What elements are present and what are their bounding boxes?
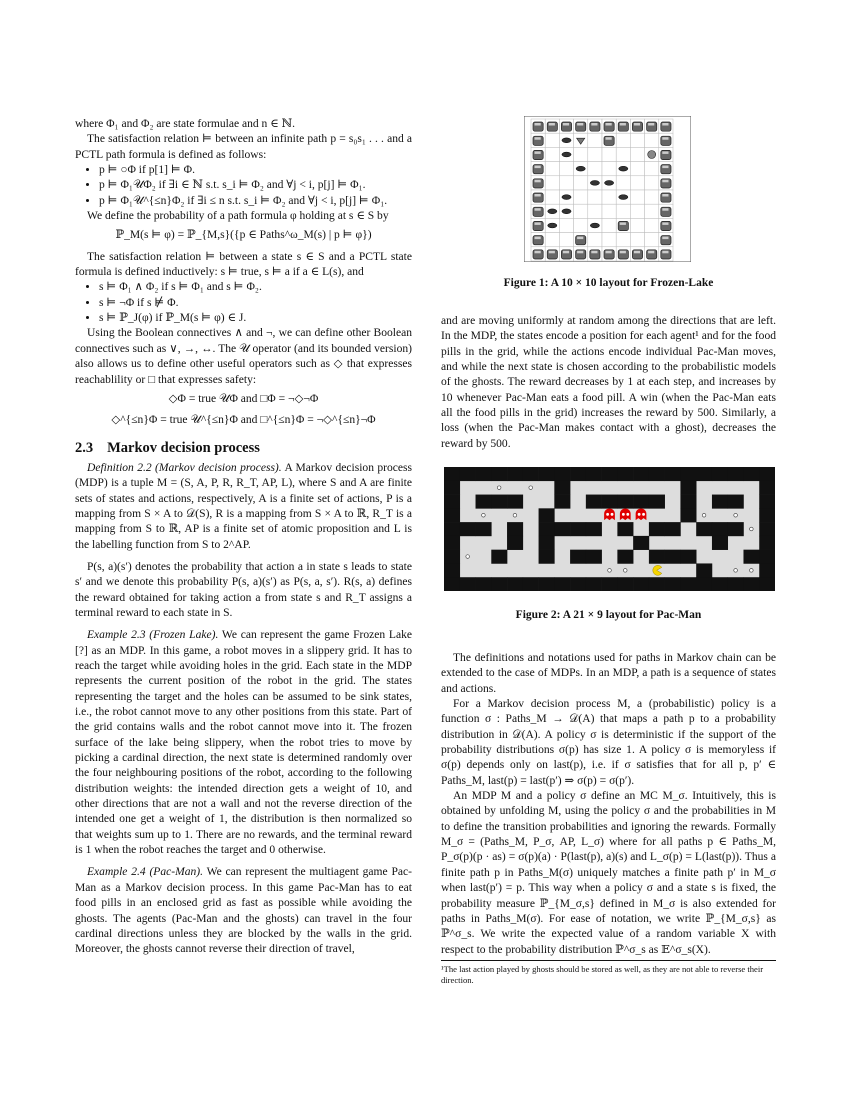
left-column: [75, 117, 412, 958]
maze-wall: [444, 563, 460, 577]
food-pill: [608, 569, 612, 573]
grid-cell: [545, 147, 559, 161]
wall-icon: [661, 136, 671, 145]
wall-icon: [647, 122, 657, 131]
maze-wall: [696, 522, 712, 536]
grid-cell: [630, 233, 644, 247]
maze-wall: [570, 467, 586, 481]
maze-wall: [586, 467, 602, 481]
wall-icon: [661, 250, 671, 259]
maze-wall: [712, 536, 728, 550]
wall-icon: [533, 165, 543, 174]
grid-cell: [588, 233, 602, 247]
hole-icon: [548, 209, 557, 214]
paragraph: where Φ₁ and Φ₂ are state formulae and n ∈ ℕ.: [75, 118, 296, 130]
grid-cell: [645, 218, 659, 232]
example-label: Example 2.4 (Pac-Man).: [87, 866, 204, 879]
wall-icon: [533, 136, 543, 145]
list-item: • s ⊨ Φ₁ ∧ Φ₂ if s ⊨ Φ₁ and s ⊨ Φ₂.: [99, 280, 412, 295]
maze-wall: [665, 467, 681, 481]
maze-wall: [728, 522, 744, 536]
grid-cell: [588, 204, 602, 218]
maze-wall: [570, 550, 586, 564]
wall-icon: [533, 250, 543, 259]
maze-wall: [491, 467, 507, 481]
maze-wall: [712, 577, 728, 591]
wall-icon: [590, 122, 600, 131]
maze-wall: [680, 495, 696, 509]
wall-icon: [533, 179, 543, 188]
grid-cell: [645, 204, 659, 218]
food-pill: [482, 513, 486, 517]
maze-wall: [680, 467, 696, 481]
grid-cell: [602, 204, 616, 218]
hole-icon: [562, 138, 571, 143]
maze-wall: [759, 467, 775, 481]
wall-icon: [533, 122, 543, 131]
wall-icon: [618, 122, 628, 131]
maze-wall: [507, 522, 523, 536]
hole-icon: [562, 152, 571, 157]
wall-icon: [661, 165, 671, 174]
maze-wall: [617, 577, 633, 591]
wall-icon: [533, 150, 543, 159]
robot-icon: [648, 151, 656, 159]
footnote: ¹The last action played by ghosts should be stored as well, as they are not able to reverse their direction.: [441, 960, 776, 986]
paragraph: P(s, a)(s′) denotes the probability that action a in state s leads to state s′ and we denote this probability P(s, a)(s′) as P(s, a, s′). R(s, a) defines the reward obtained for taking action a from state s and R_T assigns a terminal reward to each state in S.: [75, 560, 412, 619]
food-pill: [513, 513, 517, 517]
grid-cell: [630, 147, 644, 161]
right-column-lower: [441, 651, 776, 958]
maze-wall: [712, 522, 728, 536]
grid-cell: [545, 233, 559, 247]
section-number: 2.3: [75, 439, 94, 456]
paragraph: The satisfaction relation ⊨ between a state s ∈ S and a PCTL state formula is defined inductively: s ⊨ true, s ⊨ a if a ∈ L(s), and: [75, 250, 412, 279]
wall-icon: [661, 150, 671, 159]
grid-cell: [602, 218, 616, 232]
grid-cell: [588, 190, 602, 204]
maze-wall: [444, 536, 460, 550]
wall-icon: [533, 221, 543, 230]
wall-icon: [661, 122, 671, 131]
wall-icon: [590, 250, 600, 259]
maze-wall: [444, 495, 460, 509]
maze-wall: [617, 467, 633, 481]
maze-wall: [617, 550, 633, 564]
grid-cell: [616, 133, 630, 147]
definition-text: A Markov decision process (MDP) is a tuple M = (S, A, P, R, R_T, AP, L), where S and A are finite sets of states and actions, respectively, A is a finite set of actions, P is a mapping from S × A to 𝒟(S), R is a mapping from S × A to ℝ, R_T is a mapping from S to ℝ, AP is a finite set of atomic proposition and L is the labelling function from S to 2^AP.: [75, 461, 413, 551]
grid-cell: [630, 133, 644, 147]
maze-wall: [444, 467, 460, 481]
figure2-caption: Figure 2: A 21 × 9 layout for Pac-Man: [515, 609, 702, 621]
equation: ◇^{≤n}Φ = true 𝒰^{≤n}Φ and □^{≤n}Φ = ¬◇^{≤n}¬Φ: [111, 414, 376, 427]
maze-wall: [460, 577, 476, 591]
maze-wall: [759, 563, 775, 577]
wall-icon: [661, 179, 671, 188]
maze-wall: [570, 522, 586, 536]
wall-icon: [632, 250, 642, 259]
maze-wall: [476, 522, 492, 536]
grid-cell: [616, 147, 630, 161]
wall-icon: [533, 193, 543, 202]
maze-wall: [665, 522, 681, 536]
grid-cell: [602, 162, 616, 176]
hole-icon: [590, 223, 599, 228]
maze-wall: [586, 495, 602, 509]
wall-icon: [632, 122, 642, 131]
state-rules-list: [75, 280, 412, 326]
grid-cell: [574, 218, 588, 232]
maze-wall: [649, 522, 665, 536]
maze-wall: [476, 495, 492, 509]
hole-icon: [562, 209, 571, 214]
list-item: • p ⊨ Φ₁𝒰Φ₂ if ∃i ∈ ℕ s.t. s_i ⊨ Φ₂ and ∀j < i, p[j] ⊨ Φ₁.: [99, 178, 412, 193]
maze-wall: [633, 467, 649, 481]
grid-cell: [588, 162, 602, 176]
maze-wall: [728, 467, 744, 481]
maze-wall: [586, 550, 602, 564]
grid-cell: [630, 176, 644, 190]
maze-wall: [444, 577, 460, 591]
paragraph: The satisfaction relation ⊨ between an infinite path p = s₀s₁ . . . and a PCTL path formula is defined as follows:: [75, 133, 412, 161]
maze-wall: [476, 577, 492, 591]
food-pill: [702, 513, 706, 517]
hole-icon: [548, 223, 557, 228]
maze-wall: [712, 495, 728, 509]
paragraph: The definitions and notations used for paths in Markov chain can be extended to the case of MDPs. In an MDP, a path is a sequence of states and actions.: [441, 652, 776, 695]
wall-icon: [547, 250, 557, 259]
maze-wall: [491, 550, 507, 564]
maze-wall: [759, 536, 775, 550]
maze-wall: [602, 495, 618, 509]
grid-cell: [588, 133, 602, 147]
grid-cell: [645, 233, 659, 247]
maze-wall: [759, 577, 775, 591]
wall-icon: [533, 236, 543, 245]
maze-wall: [554, 522, 570, 536]
maze-wall: [539, 508, 555, 522]
grid-cell: [645, 190, 659, 204]
paragraph: We define the probability of a path formula φ holding at s ∈ S by: [87, 210, 389, 223]
maze-wall: [728, 495, 744, 509]
hole-icon: [562, 195, 571, 200]
grid-cell: [602, 147, 616, 161]
maze-wall: [539, 550, 555, 564]
maze-wall: [759, 508, 775, 522]
maze-wall: [586, 577, 602, 591]
food-pill: [734, 569, 738, 573]
grid-cell: [574, 190, 588, 204]
grid-cell: [588, 147, 602, 161]
maze-wall: [728, 577, 744, 591]
maze-wall: [554, 481, 570, 495]
maze-wall: [759, 550, 775, 564]
wall-icon: [661, 207, 671, 216]
example-text: We can represent the game Frozen Lake [?] as an MDP. In this game, a robot moves in a slippery grid. It has to reach the target while avoiding holes in the grid. Each state in the MDP represents the current position of the robot in the grid. The states representing the target and the holes can be assumed to be sink states, i.e., the robot cannot move to any other positions from this state. Part of the grid contains walls and the robot cannot move into it. The frozen surface of the lake being slippery, when the robot tries to move by picking a cardinal direction, the next state is determined randomly over the four neighbouring positions of the robot, according to the following distribution weights: the intended direction gets a weight of 10, and other directions that are not a wall and not the reverse direction of the intended one get a weight of 1, the distribution is then normalized so that weights sum up to 1. There are no rewards, and the terminal reward is 1 when the robot reaches the target and 0 otherwise.: [75, 629, 412, 857]
grid-cell: [545, 162, 559, 176]
definition-label: Definition 2.2 (Markov decision process).: [87, 461, 282, 474]
maze-wall: [680, 577, 696, 591]
section-title: Markov decision process: [107, 439, 260, 456]
wall-icon: [647, 250, 657, 259]
list-item: • p ⊨ Φ₁𝒰^{≤n}Φ₂ if ∃i ≤ n s.t. s_i ⊨ Φ₂ and ∀j < i, p[j] ⊨ Φ₁.: [99, 194, 412, 209]
example-label: Example 2.3 (Frozen Lake).: [87, 629, 219, 642]
maze-wall: [633, 495, 649, 509]
grid-cell: [545, 176, 559, 190]
maze-wall: [476, 467, 492, 481]
grid-cell: [630, 190, 644, 204]
wall-icon: [618, 221, 628, 230]
grid-cell: [616, 176, 630, 190]
food-pill: [750, 527, 754, 531]
example-pacman: [75, 865, 412, 957]
grid-cell: [630, 162, 644, 176]
grid-cell: [630, 204, 644, 218]
maze-wall: [649, 550, 665, 564]
wall-icon: [604, 122, 614, 131]
grid-cell: [645, 162, 659, 176]
hole-icon: [619, 166, 628, 171]
path-rules-list: [75, 163, 412, 209]
maze-wall: [460, 522, 476, 536]
equation: ◇Φ = true 𝒰Φ and □Φ = ¬◇¬Φ: [168, 392, 319, 405]
wall-icon: [561, 250, 571, 259]
wall-icon: [661, 221, 671, 230]
grid-cell: [545, 133, 559, 147]
maze-wall: [759, 481, 775, 495]
maze-wall: [602, 577, 618, 591]
wall-icon: [618, 250, 628, 259]
wall-icon: [576, 250, 586, 259]
grid-cell: [645, 176, 659, 190]
grid-cell: [602, 233, 616, 247]
maze-wall: [507, 467, 523, 481]
food-pill: [466, 555, 470, 559]
hole-icon: [619, 195, 628, 200]
grid-cell: [559, 162, 573, 176]
grid-cell: [574, 204, 588, 218]
pacman-figure: [444, 467, 775, 591]
wall-icon: [533, 207, 543, 216]
maze-wall: [586, 522, 602, 536]
grid-cell: [645, 133, 659, 147]
paragraph: and are moving uniformly at random among the directions that are left. In the MDP, the states encode a position for each agent¹ and for the food pills in the grid, while the actions encode individual Pac-Man moves, and while the next state is chosen according to the probabilistic models of the ghosts. The reward decreases by 1 at each step, and increases by 10 whenever Pac-Man eats a food pill. A win (when the Pac-Man eats all the food pills in the grid) increases the reward by 500. Similarly, a loss (when the Pac-Man makes contact with a ghost), decreases the reward by 500.: [441, 315, 776, 450]
hole-icon: [590, 181, 599, 186]
food-pill: [734, 513, 738, 517]
food-pill: [623, 569, 627, 573]
maze-wall: [539, 577, 555, 591]
wall-icon: [661, 193, 671, 202]
maze-wall: [759, 495, 775, 509]
maze-wall: [617, 522, 633, 536]
food-pill: [529, 486, 533, 490]
maze-wall: [444, 481, 460, 495]
paragraph: For a Markov decision process M, a (probabilistic) policy is a function σ : Paths_M → 𝒟(A) that maps a path p to a probability distribution in 𝒟(A). A policy σ is deterministic if the support of the probability distributions σ(p) has size 1. A policy σ is memoryless if σ(p) depends only on last(p), i.e. if σ satisfies that for all p, p′ ∈ Paths_M, last(p) = last(p′) ⇒ σ(p) = σ(p′).: [441, 698, 776, 787]
maze-wall: [680, 508, 696, 522]
grid-cell: [574, 147, 588, 161]
maze-wall: [680, 550, 696, 564]
wall-icon: [604, 250, 614, 259]
maze-wall: [665, 577, 681, 591]
maze-wall: [539, 536, 555, 550]
example-text: We can represent the multiagent game Pac-Man as a Markov decision process. In this game Pac-Man has to eat food pills in an enclosed grid as fast as possible while avoiding the ghosts. The agents (Pac-Man and the ghosts) can travel in the four cardinal directions unless they are blocked by the walls in the grid. Moreover, the ghosts cannot reverse their direction of travel,: [75, 866, 412, 956]
maze-wall: [460, 467, 476, 481]
maze-wall: [554, 577, 570, 591]
list-item: • p ⊨ ○Φ if p[1] ⊨ Φ.: [99, 163, 412, 178]
food-pill: [497, 486, 501, 490]
list-item: • s ⊨ ¬Φ if s ⊭ Φ.: [99, 296, 412, 311]
maze-wall: [712, 467, 728, 481]
hole-icon: [576, 166, 585, 171]
maze-wall: [523, 577, 539, 591]
grid-cell: [616, 204, 630, 218]
section-heading: [75, 441, 412, 456]
maze-wall: [743, 577, 759, 591]
grid-cell: [602, 190, 616, 204]
definition: [75, 461, 412, 553]
wall-icon: [576, 122, 586, 131]
hole-icon: [605, 181, 614, 186]
maze-wall: [633, 536, 649, 550]
figure1-caption: Figure 1: A 10 × 10 layout for Frozen-Lake: [503, 277, 714, 289]
wall-icon: [547, 122, 557, 131]
maze-wall: [539, 467, 555, 481]
maze-wall: [633, 577, 649, 591]
wall-icon: [561, 122, 571, 131]
paragraph: An MDP M and a policy σ define an MC M_σ. Intuitively, this is obtained by unfolding M, using the policy σ and the probabilities in M to define the transition probabilities and ignoring the rewards. Formally M_σ = (Paths_M, P_σ, AP, L_σ) where for all paths p ∈ Paths_M, P_σ(p)(p · as) = σ(p)(a) · P(last(p), a)(s) and L_σ(p) = L(last(p)). Thus a finite path p in Paths_M(σ) uniquely matches a finite path p′ in M_σ when last(p′) = p. This way when a policy σ and a state s is fixed, the probability measure ℙ_{M_σ,s} defined in M_σ is also extended for paths in Paths_M(σ). For ease of notation, we write ℙ_{M_σ,s} as ℙ^σ_s. We write the expected value of a random variable X with respect to the probability distribution ℙ^σ_s as 𝔼^σ_s(X).: [441, 790, 776, 956]
maze-wall: [444, 522, 460, 536]
wall-icon: [576, 236, 586, 245]
maze-wall: [570, 577, 586, 591]
maze-wall: [554, 467, 570, 481]
frozen-lake-figure: [524, 116, 691, 262]
maze-wall: [554, 495, 570, 509]
maze-wall: [649, 495, 665, 509]
equation: ℙ_M(s ⊨ φ) = ℙ_{M,s}({p ∈ Paths^ω_M(s) | p ⊨ φ}): [115, 229, 372, 242]
grid-cell: [616, 233, 630, 247]
list-item: • s ⊨ ℙ_J(φ) if ℙ_M(s ⊨ φ) ∈ J.: [99, 311, 412, 326]
maze-wall: [444, 508, 460, 522]
example-frozen-lake: [75, 628, 412, 858]
grid-cell: [559, 176, 573, 190]
grid-cell: [630, 218, 644, 232]
maze-wall: [507, 495, 523, 509]
maze-wall: [759, 522, 775, 536]
maze-wall: [696, 467, 712, 481]
wall-icon: [604, 136, 614, 145]
maze-wall: [617, 495, 633, 509]
maze-wall: [444, 550, 460, 564]
maze-wall: [507, 577, 523, 591]
maze-wall: [743, 467, 759, 481]
maze-wall: [665, 550, 681, 564]
maze-wall: [539, 522, 555, 536]
grid-cell: [559, 233, 573, 247]
paragraph: Using the Boolean connectives ∧ and ¬, we can define other Boolean connectives such as ∨, →, ↔. The 𝒰 operator (and its bounded version) also allows us to define other useful operators such as ◇ that expresses reachablility or □ that expresses safety:: [75, 327, 412, 386]
right-column: [441, 314, 776, 452]
maze-wall: [491, 577, 507, 591]
wall-icon: [661, 236, 671, 245]
food-pill: [750, 569, 754, 573]
maze-wall: [680, 481, 696, 495]
grid-cell: [559, 218, 573, 232]
maze-wall: [649, 467, 665, 481]
maze-wall: [491, 495, 507, 509]
grid-cell: [574, 176, 588, 190]
maze-wall: [743, 550, 759, 564]
maze-wall: [507, 536, 523, 550]
maze-wall: [696, 577, 712, 591]
maze-wall: [523, 467, 539, 481]
grid-cell: [545, 190, 559, 204]
maze-wall: [696, 563, 712, 577]
maze-wall: [649, 577, 665, 591]
maze-wall: [602, 467, 618, 481]
